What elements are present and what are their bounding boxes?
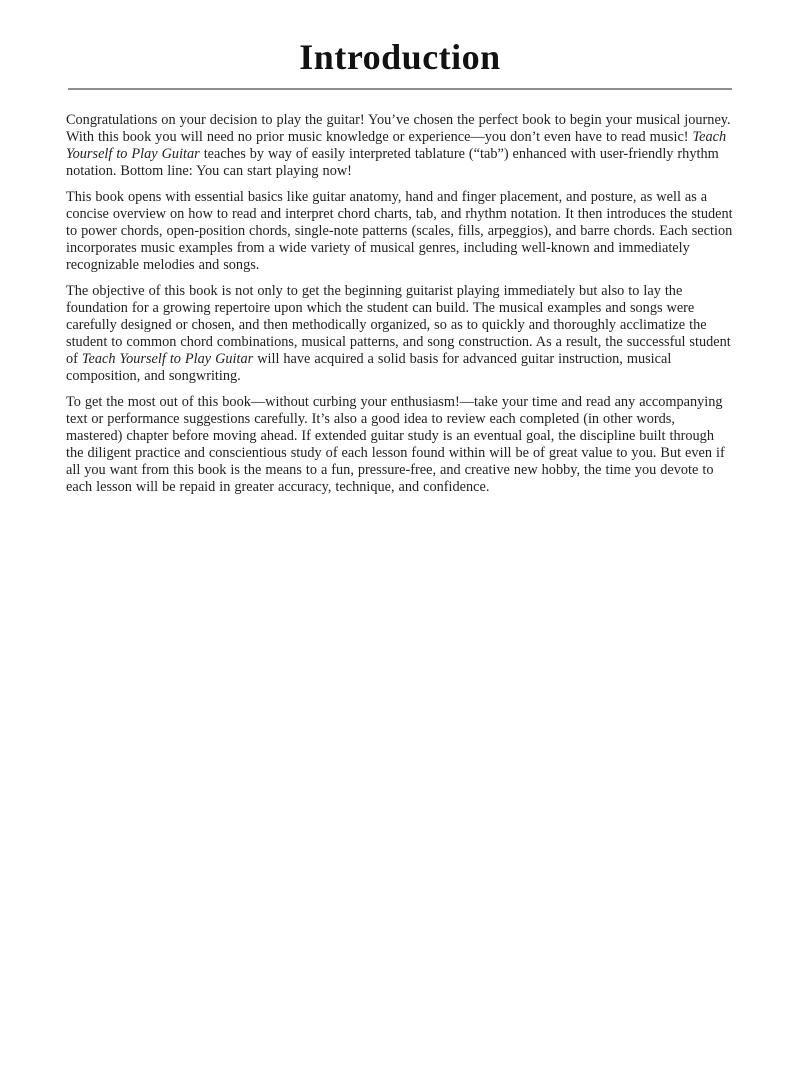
text-run: Congratulations on your decision to play the guitar! You’ve chosen the perfect book to begin your musical journey. With this book you will need no prior music knowledge or experience—you don’t even have to read music!	[66, 112, 731, 145]
paragraph	[66, 189, 734, 274]
paragraph	[66, 112, 734, 180]
text-run: This book opens with essential basics like guitar anatomy, hand and finger placement, and posture, as well as a concise overview on how to read and interpret chord charts, tab, and rhythm notation. It then introduces the student to power chords, open-position chords, single-note patterns (scales, fills, arpeggios), and barre chords. Each section incorporates music examples from a wide variety of musical genres, including well-known and immediately recognizable melodies and songs.	[66, 189, 733, 273]
paragraph	[66, 394, 734, 496]
text-run: To get the most out of this book—without curbing your enthusiasm!—take your time and read any accompanying text or performance suggestions carefully. It’s also a good idea to review each completed (in other words, mastered) chapter before moving ahead. If extended guitar study is an eventual goal, the discipline built through the diligent practice and conscientious study of each lesson found within will be of great value to you. But even if all you want from this book is the means to a fun, pressure-free, and creative new hobby, the time you devote to each lesson will be repaid in greater accuracy, technique, and confidence.	[66, 394, 725, 495]
paragraph	[66, 283, 734, 385]
title-divider	[68, 88, 732, 90]
text-run: teaches by way of easily interpreted tablature (“tab”) enhanced with user-friendly rhythm notation. Bottom line: You can start playing now!	[66, 146, 719, 179]
book-title-italic: Teach Yourself to Play Guitar	[81, 351, 254, 367]
book-title-italic: Teach Yourself to Play Guitar	[66, 129, 727, 162]
text-run: will have acquired a solid basis for advanced guitar instruction, musical composition, and songwriting.	[66, 351, 672, 384]
text-run: The objective of this book is not only to get the beginning guitarist playing immediately but also to lay the foundation for a growing repertoire upon which the student can build. The musical examples and songs were carefully designed or chosen, and then methodically organized, so as to quickly and thoroughly acclimatize the student to common chord combinations, musical patterns, and song construction. As a result, the successful student of	[66, 283, 731, 367]
page-title: Introduction	[299, 37, 501, 77]
body-text	[66, 112, 734, 496]
